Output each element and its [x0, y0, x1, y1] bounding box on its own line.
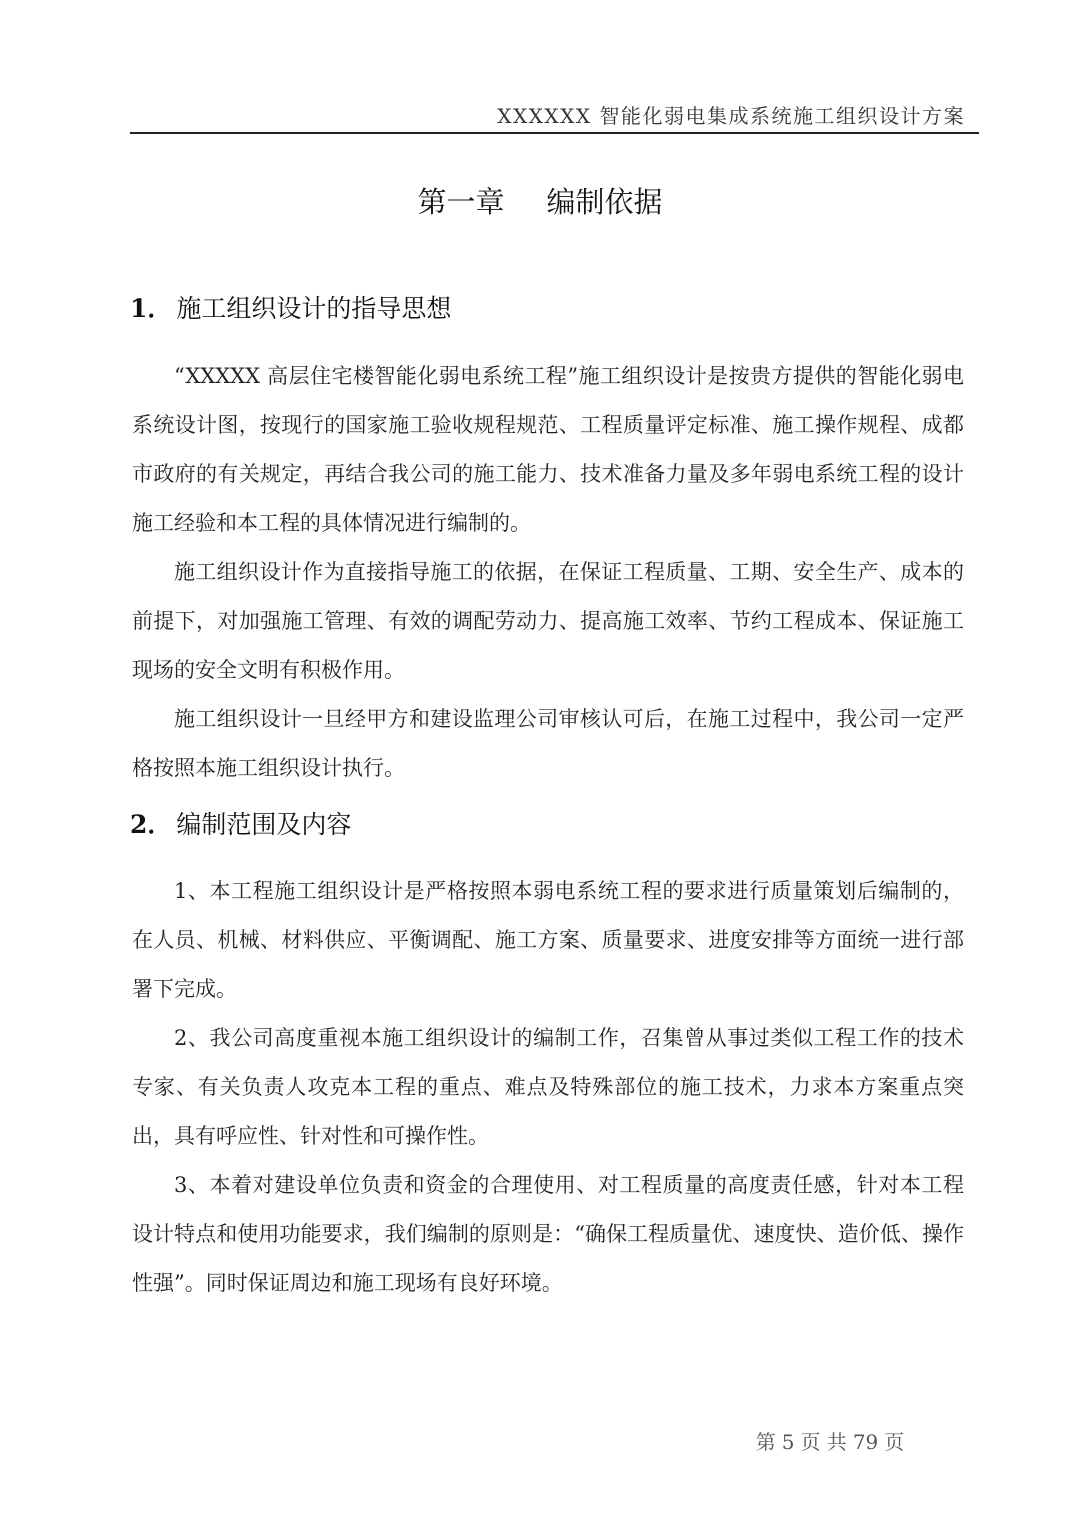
page-suffix: 页: [884, 1430, 905, 1454]
chapter-heading: [0, 180, 1080, 221]
section-heading-1: [130, 289, 451, 325]
paragraph: 1、本工程施工组织设计是严格按照本弱电系统工程的要求进行质量策划后编制的，在人员、机械、材料供应、平衡调配、施工方案、质量要求、进度安排等方面统一进行部署下完成。: [132, 879, 964, 1001]
section-title: 施工组织设计的指导思想: [176, 294, 452, 323]
paragraph: 施工组织设计一旦经甲方和建设监理公司审核认可后，在施工过程中，我公司一定严格按照本施工组织设计执行。: [132, 707, 964, 780]
document-title: XXXXXX 智能化弱电集成系统施工组织设计方案: [497, 104, 965, 128]
paragraph: 3、本着对建设单位负责和资金的合理使用、对工程质量的高度责任感，针对本工程设计特点和使用功能要求，我们编制的原则是：“确保工程质量优、速度快、造价低、操作性强”。同时保证周边和施工现场有良好环境。: [132, 1173, 964, 1295]
chapter-title: 编制依据: [546, 185, 663, 219]
section-index: 1．: [130, 294, 173, 323]
chapter-number: 第一章: [417, 185, 505, 219]
paragraph: 施工组织设计作为直接指导施工的依据，在保证工程质量、工期、安全生产、成本的前提下，对加强施工管理、有效的调配劳动力、提高施工效率、节约工程成本、保证施工现场的安全文明有积极作用。: [132, 560, 964, 682]
page-header: [130, 96, 979, 134]
section-index: 2．: [130, 810, 173, 839]
page-mid: 页 共: [800, 1430, 847, 1454]
section-heading-2: [130, 805, 351, 841]
total-pages: 79: [852, 1430, 879, 1454]
page-footer: [0, 1426, 1080, 1455]
page-prefix: 第: [755, 1430, 776, 1454]
paragraph: 2、我公司高度重视本施工组织设计的编制工作，召集曾从事过类似工程工作的技术专家、有关负责人攻克本工程的重点、难点及特殊部位的施工技术，力求本方案重点突出，具有呼应性、针对性和可操作性。: [132, 1026, 964, 1148]
page-number: 5: [781, 1430, 795, 1454]
section-title: 编制范围及内容: [176, 810, 352, 839]
paragraph: “XXXXX 高层住宅楼智能化弱电系统工程”施工组织设计是按贵方提供的智能化弱电系统设计图，按现行的国家施工验收规程规范、工程质量评定标准、施工操作规程、成都市政府的有关规定，再结合我公司的施工能力、技术准备力量及多年弱电系统工程的设计施工经验和本工程的具体情况进行编制的。: [132, 364, 964, 535]
